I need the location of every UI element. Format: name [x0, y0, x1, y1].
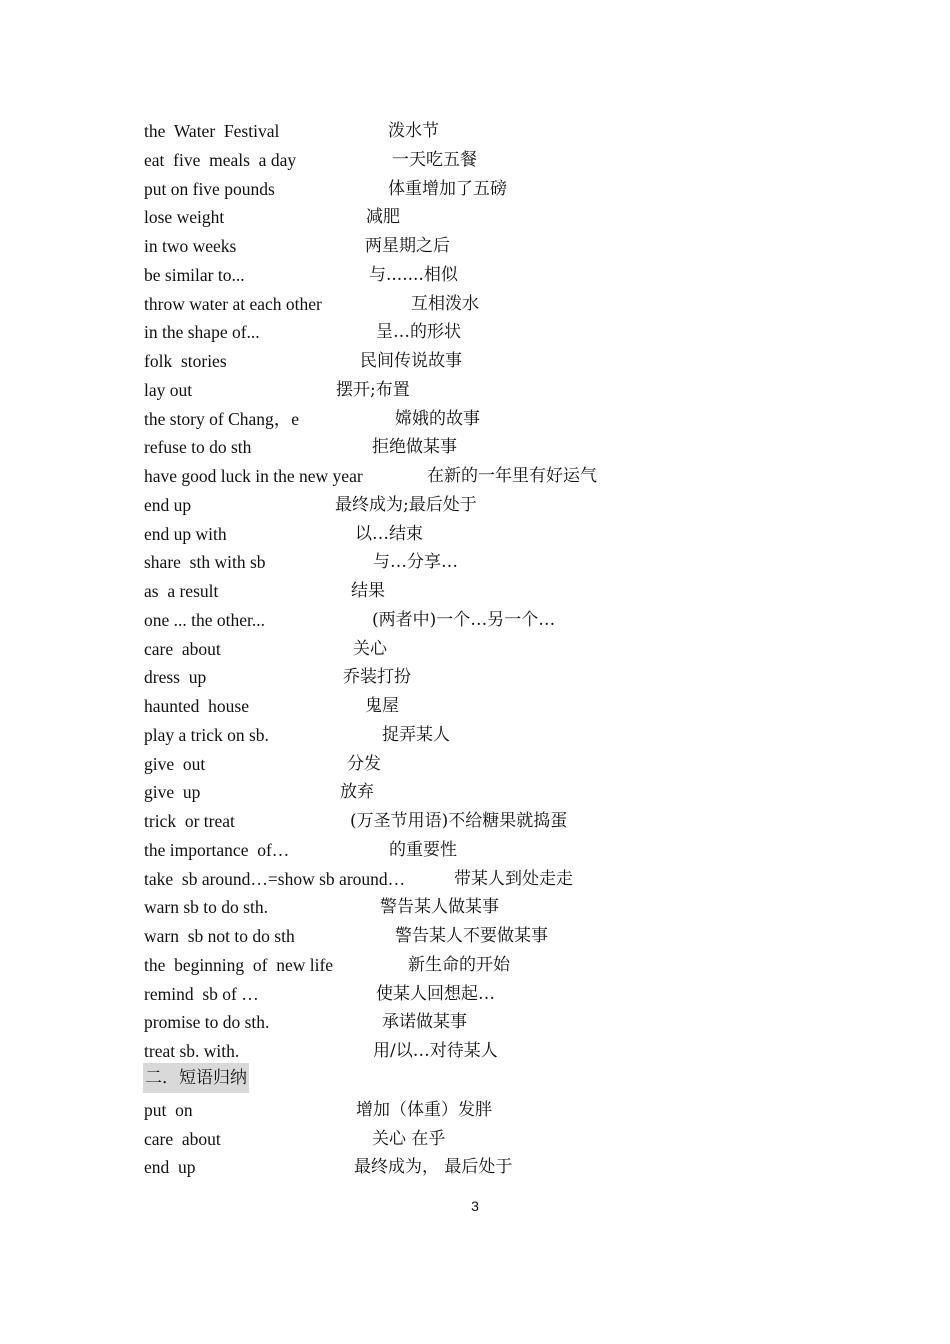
phrase-row: [0, 1096, 950, 1124]
page-number: 3: [471, 1198, 479, 1214]
vocab-english: the importance of…: [144, 839, 290, 860]
vocab-row: [0, 606, 950, 634]
vocab-row: [0, 980, 950, 1008]
vocab-row: [0, 1008, 950, 1036]
vocab-english: take sb around…=show sb around…: [144, 868, 406, 889]
vocab-row: [0, 290, 950, 318]
vocab-english: give out: [144, 753, 206, 774]
vocab-chinese: (两者中)一个…另一个…: [372, 609, 556, 630]
vocab-english: end up with: [144, 523, 227, 544]
vocab-row: [0, 232, 950, 260]
vocab-row: [0, 203, 950, 231]
vocab-row: [0, 922, 950, 950]
vocab-chinese: 最终成为;最后处于: [335, 494, 477, 515]
vocab-english: be similar to...: [144, 264, 245, 285]
vocab-chinese: 带某人到处走走: [454, 868, 573, 889]
phrase-english: put on: [144, 1100, 193, 1120]
vocab-english: have good luck in the new year: [144, 466, 363, 486]
vocab-english: the story of Chang，e: [144, 408, 300, 429]
vocab-row: [0, 376, 950, 404]
vocab-chinese: 警告某人做某事: [380, 897, 499, 918]
section-heading: 二．短语归纳: [143, 1063, 249, 1093]
vocab-chinese: 结果: [351, 581, 385, 601]
vocab-english: the Water Festival: [144, 121, 280, 141]
vocab-chinese: 民间传说故事: [360, 351, 462, 371]
vocab-row: [0, 261, 950, 289]
vocab-english: eat five meals a day: [144, 149, 297, 170]
vocab-english: warn sb to do sth.: [144, 897, 268, 918]
vocab-chinese: 互相泼水: [411, 293, 479, 314]
vocab-english: trick or treat: [144, 811, 235, 831]
vocab-chinese: 一天吃五餐: [392, 149, 477, 170]
vocab-english: play a trick on sb.: [144, 724, 269, 745]
vocab-english: share sth with sb: [144, 552, 266, 573]
vocab-english: give up: [144, 782, 201, 803]
vocab-row: [0, 893, 950, 921]
vocab-chinese: 乔装打扮: [343, 667, 411, 688]
vocab-english: as a result: [144, 581, 219, 601]
vocab-chinese: 关心: [353, 638, 387, 659]
vocab-chinese: 与.......相似: [369, 264, 458, 285]
vocab-chinese: 的重要性: [389, 839, 457, 860]
phrase-row: [0, 1125, 950, 1153]
vocab-row: [0, 692, 950, 720]
vocab-row: [0, 951, 950, 979]
vocab-row: [0, 548, 950, 576]
vocab-row: [0, 663, 950, 691]
vocab-chinese: 在新的一年里有好运气: [427, 466, 597, 486]
vocab-chinese: 以…结束: [355, 523, 423, 544]
vocab-row: [0, 405, 950, 433]
vocab-chinese: 新生命的开始: [408, 954, 510, 975]
phrase-chinese: 增加（体重）发胖: [356, 1100, 492, 1120]
vocab-english: treat sb. with.: [144, 1041, 240, 1061]
vocab-english: one ... the other...: [144, 609, 266, 630]
vocab-chinese: 减肥: [366, 207, 400, 228]
vocab-row: [0, 1037, 950, 1065]
vocab-chinese: 嫦娥的故事: [395, 408, 480, 429]
vocab-chinese: 警告某人不要做某事: [395, 926, 548, 946]
vocab-chinese: 拒绝做某事: [372, 437, 457, 458]
vocab-chinese: 鬼屋: [365, 696, 399, 716]
vocab-english: throw water at each other: [144, 293, 322, 314]
vocab-row: [0, 462, 950, 490]
vocab-chinese: 两星期之后: [365, 236, 450, 256]
vocab-english: warn sb not to do sth: [144, 926, 295, 946]
vocab-english: end up: [144, 494, 192, 515]
vocab-chinese: 放弃: [340, 782, 374, 803]
vocab-chinese: 与…分享…: [373, 552, 458, 573]
phrase-chinese: 最终成为， 最后处于: [354, 1157, 513, 1177]
vocab-chinese: 体重增加了五磅: [388, 178, 507, 199]
phrase-english: care about: [144, 1129, 221, 1149]
vocab-chinese: 用/以…对待某人: [373, 1041, 498, 1061]
vocab-english: folk stories: [144, 351, 227, 371]
vocab-row: [0, 433, 950, 461]
vocab-english: put on five pounds: [144, 178, 275, 199]
phrase-english: end up: [144, 1157, 196, 1177]
vocab-row: [0, 807, 950, 835]
vocab-row: [0, 778, 950, 806]
vocab-chinese: 分发: [347, 753, 381, 774]
vocab-row: [0, 635, 950, 663]
vocab-row: [0, 750, 950, 778]
vocab-row: [0, 175, 950, 203]
vocab-row: [0, 836, 950, 864]
vocab-row: [0, 318, 950, 346]
vocab-row: [0, 520, 950, 548]
phrase-row: [0, 1153, 950, 1181]
vocab-chinese: 摆开;布置: [336, 379, 410, 400]
vocab-english: haunted house: [144, 696, 249, 716]
vocab-chinese: 泼水节: [388, 121, 439, 141]
vocab-english: dress up: [144, 667, 207, 688]
vocab-english: promise to do sth.: [144, 1012, 270, 1033]
vocab-english: in two weeks: [144, 236, 237, 256]
vocab-row: [0, 117, 950, 145]
vocab-row: [0, 721, 950, 749]
vocab-english: lay out: [144, 379, 193, 400]
vocab-english: care about: [144, 638, 221, 659]
vocab-row: [0, 347, 950, 375]
vocab-english: refuse to do sth: [144, 437, 252, 458]
phrase-chinese: 关心 在乎: [372, 1129, 446, 1149]
vocab-row: [0, 577, 950, 605]
vocab-row: [0, 865, 950, 893]
vocab-english: the beginning of new life: [144, 954, 334, 975]
vocab-row: [0, 491, 950, 519]
vocab-english: lose weight: [144, 207, 225, 228]
vocab-chinese: 使某人回想起…: [376, 983, 495, 1004]
vocab-chinese: 承诺做某事: [382, 1012, 467, 1033]
vocab-english: remind sb of …: [144, 983, 259, 1004]
vocab-english: in the shape of...: [144, 322, 260, 343]
vocab-row: [0, 146, 950, 174]
vocab-chinese: (万圣节用语)不给糖果就捣蛋: [350, 811, 568, 831]
vocab-chinese: 捉弄某人: [382, 724, 450, 745]
vocab-chinese: 呈…的形状: [376, 322, 461, 343]
